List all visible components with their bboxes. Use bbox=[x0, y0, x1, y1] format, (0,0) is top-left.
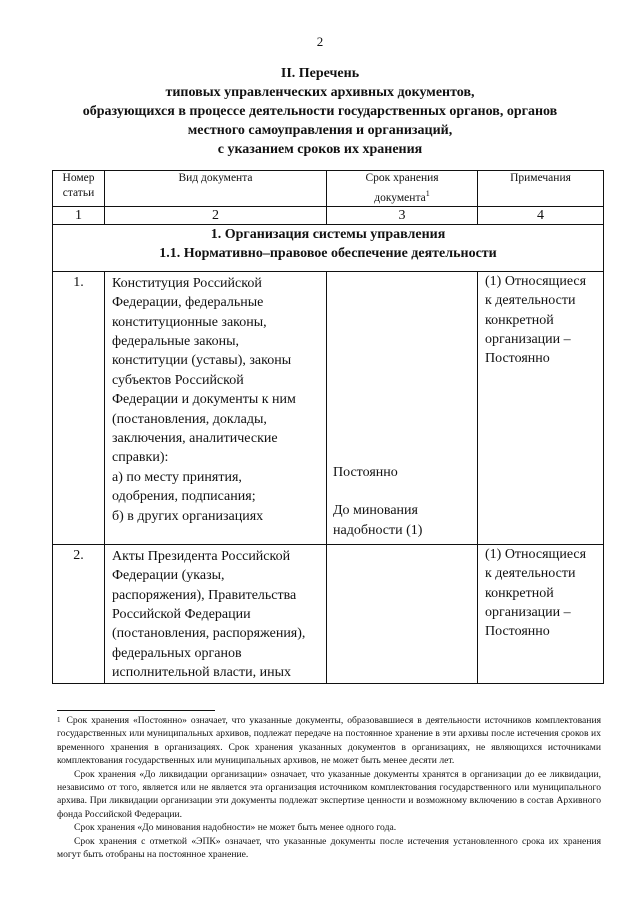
text-line: федеральные законы, bbox=[112, 334, 239, 350]
text-line: Конституция Российской bbox=[112, 275, 262, 291]
footnote-marker: 1 bbox=[57, 716, 61, 724]
section-heading-row bbox=[53, 224, 604, 271]
column-number: 4 bbox=[478, 206, 604, 224]
text-line: справки): bbox=[112, 450, 169, 466]
document-title bbox=[40, 64, 600, 159]
text-line: а) по месту принятия, bbox=[112, 469, 242, 485]
text-line: распоряжения), Правительства bbox=[112, 587, 297, 603]
note-line: организации – bbox=[485, 332, 571, 348]
title-line: образующихся в процессе деятельности государственных органов, органов bbox=[82, 104, 558, 119]
retention-period-cell bbox=[327, 544, 478, 683]
title-line: типовых управленческих архивных документов, bbox=[165, 85, 475, 100]
retention-period-cell bbox=[327, 271, 478, 544]
text-line: одобрения, подписания; bbox=[112, 489, 256, 505]
text-line: Акты Президента Российской bbox=[112, 548, 291, 564]
document-type-cell bbox=[105, 271, 327, 544]
period-text: надобности (1) bbox=[333, 522, 423, 538]
footnote-paragraph: Срок хранения с отметкой «ЭПК» означает, что указанные документы после истечения установленного срока их хранения могут быть отобраны на постоянное хранение. bbox=[57, 835, 601, 861]
header-row bbox=[53, 171, 604, 207]
title-line: местного самоуправления и организаций, bbox=[187, 123, 453, 138]
text-line: конституции (уставы), законы bbox=[112, 353, 292, 369]
note-line: организации – bbox=[485, 605, 571, 621]
footnotes bbox=[57, 714, 601, 861]
header-text: Номер bbox=[62, 172, 95, 184]
text-line: Федерации, федеральные bbox=[112, 295, 264, 311]
text-line: Федерации и документы к ним bbox=[112, 392, 296, 408]
article-number: 2. bbox=[53, 544, 105, 683]
text-line: (постановления, доклады, bbox=[112, 411, 267, 427]
header-text: статьи bbox=[62, 187, 95, 199]
text-line: Федерации (указы, bbox=[112, 568, 225, 584]
subsection-heading: 1.1. Нормативно–правовое обеспечение деятельности bbox=[159, 245, 497, 261]
column-number: 3 bbox=[327, 206, 478, 224]
footnote-paragraph: Срок хранения «До ликвидации организации» означает, что указанные документы хранятся в организации до ее ликвидации, независимо от того, является или не является эта организация источником комплектования государственного или муниципального архива. При ликвидации организации эти документы подлежат экспертизе ценности и возможному включению в состав Архивного фонда Российской Федерации. bbox=[57, 768, 601, 820]
header-text: Срок хранения bbox=[365, 172, 439, 184]
table-row bbox=[53, 544, 604, 683]
header-text: документа bbox=[374, 191, 426, 204]
note-line: к деятельности bbox=[485, 566, 576, 582]
note-line: (1) Относящиеся bbox=[485, 273, 587, 289]
notes-cell bbox=[478, 544, 604, 683]
note-line: к деятельности bbox=[485, 293, 576, 309]
title-line: с указанием сроков их хранения bbox=[217, 142, 423, 157]
table-row bbox=[53, 271, 604, 544]
footnote-paragraph bbox=[57, 714, 601, 768]
note-line: конкретной bbox=[485, 585, 554, 601]
text-line: б) в других организациях bbox=[112, 508, 264, 524]
text-line: Российской Федерации bbox=[112, 607, 251, 623]
text-line: конституционные законы, bbox=[112, 314, 267, 330]
footnote-paragraph: Срок хранения «До минования надобности» не может быть менее одного года. bbox=[74, 822, 397, 834]
note-line: (1) Относящиеся bbox=[485, 546, 587, 562]
text-line: (постановления, распоряжения), bbox=[112, 626, 306, 642]
notes-cell bbox=[478, 271, 604, 544]
note-line: Постоянно bbox=[485, 351, 550, 367]
document-type-cell bbox=[105, 544, 327, 683]
header-notes: Примечания bbox=[478, 171, 604, 207]
footnote-text: Срок хранения «Постоянно» означает, что указанные документы, образовавшиеся в деятельности источников комплектования государственных или муниципальных архивов, подлежат передаче на постоянное хранение в эти архивы после истечения сроков их временного хранения в организациях. Срок хранения указанных документов в организациях, не являющихся источниками комплектования государственных или муниципальных архивов, не может быть менее десяти лет. bbox=[57, 715, 601, 767]
header-document-type: Вид документа bbox=[105, 171, 327, 207]
text-line: федеральных органов bbox=[112, 645, 242, 661]
footnote-ref: 1 bbox=[425, 189, 430, 198]
document-list-table bbox=[52, 170, 604, 684]
text-line: исполнительной власти, иных bbox=[112, 665, 292, 681]
section-heading: 1. Организация системы управления bbox=[210, 226, 446, 242]
text-line: субъектов Российской bbox=[112, 372, 244, 388]
period-text: До минования bbox=[333, 503, 418, 519]
header-retention-period bbox=[327, 171, 478, 207]
header-article-number bbox=[53, 171, 105, 207]
note-line: конкретной bbox=[485, 312, 554, 328]
column-number: 2 bbox=[105, 206, 327, 224]
footnote-divider bbox=[57, 710, 215, 711]
column-number: 1 bbox=[53, 206, 105, 224]
period-text: Постоянно bbox=[333, 464, 398, 480]
text-line: заключения, аналитические bbox=[112, 431, 278, 447]
note-line: Постоянно bbox=[485, 624, 550, 640]
article-number: 1. bbox=[53, 271, 105, 544]
page-number: 2 bbox=[316, 34, 324, 49]
title-line: II. Перечень bbox=[280, 66, 360, 81]
column-number-row bbox=[53, 206, 604, 224]
